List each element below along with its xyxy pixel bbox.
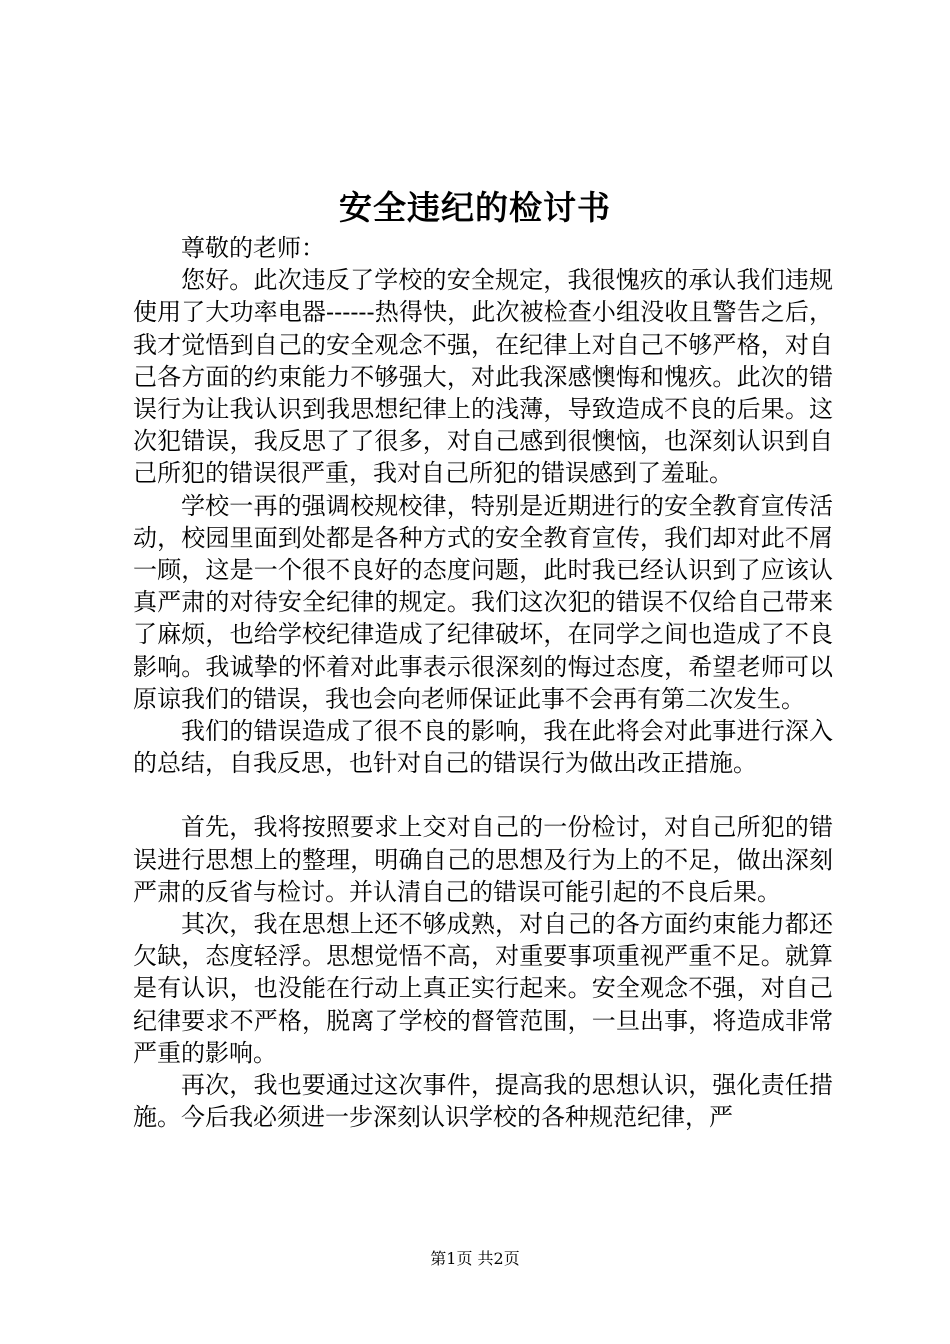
document-title: 安全违纪的检讨书	[339, 188, 611, 227]
paragraph-6: 再次，我也要通过这次事件，提高我的思想认识，强化责任措施。今后我必须进一步深刻认识学校的各种规范纪律，严	[133, 1071, 833, 1132]
document-body	[133, 232, 833, 1133]
paragraph-1: 您好。此次违反了学校的安全规定，我很愧疚的承认我们违规使用了大功率电器------热得快，此次被检查小组没收且警告之后，我才觉悟到自己的安全观念不强，在纪律上对自己不够严格，对自己各方面的约束能力不够强大，对此我深感懊悔和愧疚。此次的错误行为让我认识到我思想纪律上的浅薄，导致造成不良的后果。这次犯错误，我反思了了很多，对自己感到很懊恼，也深刻认识到自己所犯的错误很严重，我对自己所犯的错误感到了羞耻。	[133, 266, 833, 488]
salutation: 尊敬的老师：	[181, 234, 325, 262]
paragraph-2: 学校一再的强调校规校律，特别是近期进行的安全教育宣传活动，校园里面到处都是各种方式的安全教育宣传，我们却对此不屑一顾，这是一个很不良好的态度问题，此时我已经认识到了应该认真严肃的对待安全纪律的规定。我们这次犯的错误不仅给自己带来了麻烦，也给学校纪律造成了纪律破坏，在同学之间也造成了不良影响。我诚挚的怀着对此事表示很深刻的悔过态度，希望老师可以原谅我们的错误，我也会向老师保证此事不会再有第二次发生。	[133, 491, 833, 713]
paragraph-5: 其次，我在思想上还不够成熟，对自己的各方面约束能力都还欠缺，态度轻浮。思想觉悟不高，对重要事项重视严重不足。就算是有认识，也没能在行动上真正实行起来。安全观念不强，对自己纪律要求不严格，脱离了学校的督管范围，一旦出事，将造成非常严重的影响。	[133, 910, 833, 1067]
page-footer: 第1页 共2页	[430, 1249, 520, 1268]
paragraph-3: 我们的错误造成了很不良的影响，我在此将会对此事进行深入的总结，自我反思，也针对自己的错误行为做出改正措施。	[133, 717, 833, 778]
paragraph-4: 首先，我将按照要求上交对自己的一份检讨，对自己所犯的错误进行思想上的整理，明确自己的思想及行为上的不足，做出深刻严肃的反省与检讨。并认清自己的错误可能引起的不良后果。	[133, 813, 833, 906]
